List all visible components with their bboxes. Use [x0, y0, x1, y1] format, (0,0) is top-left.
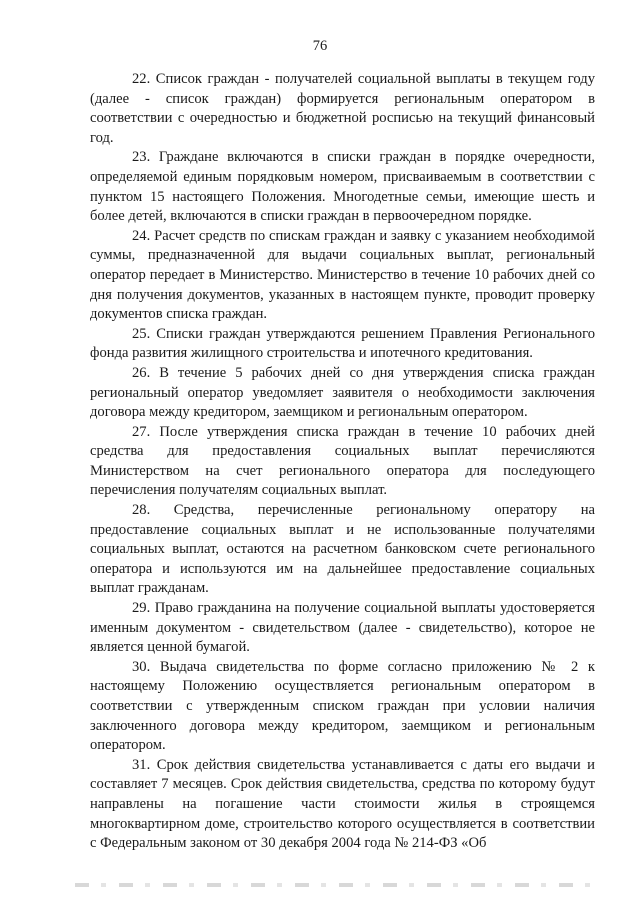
paragraph-25: 25. Списки граждан утверждаются решением Правления Регионального фонда развития жилищного строительства и ипотечного кредитования. [90, 325, 595, 362]
document-body [90, 70, 595, 854]
paragraph-26: 26. В течение 5 рабочих дней со дня утверждения списка граждан региональный оператор уведомляет заявителя о необходимости заключения договора между кредитором, заемщиком и региональным оператором. [90, 364, 595, 421]
paragraph-31: 31. Срок действия свидетельства устанавливается с даты его выдачи и составляет 7 месяцев. Срок действия свидетельства, средства по которому будут направлены на погашение части стоимости жилья в строящемся многоквартирном доме, строительство которого осуществляется в соответствии с Федеральным законом от 30 декабря 2004 года № 214-ФЗ «Об [90, 756, 595, 852]
scan-artifact-line [75, 883, 595, 887]
paragraph-30: 30. Выдача свидетельства по форме согласно приложению № 2 к настоящему Положению осуществляется региональным оператором в соответствии с утвержденным списком граждан при условии наличия заключенного договора между кредитором, заемщиком и региональным оператором. [90, 658, 595, 754]
paragraph-28: 28. Средства, перечисленные региональному оператору на предоставление социальных выплат и не использованные получателями социальных выплат, остаются на расчетном банковском счете регионального оператора и используются им на дальнейшее предоставление социальных выплат гражданам. [90, 502, 595, 597]
paragraph-27: 27. После утверждения списка граждан в течение 10 рабочих дней средства для предоставления социальных выплат перечисляются Министерством на счет регионального оператора для последующего перечисления получателям социальных выплат. [90, 423, 595, 499]
paragraph-24: 24. Расчет средств по спискам граждан и заявку с указанием необходимой суммы, предназначенной для выдачи социальных выплат, региональный оператор передает в Министерство. Министерство в течение 10 рабочих дней со дня получения документов, указанных в настоящем пункте, проводит проверку документов списка граждан. [90, 227, 595, 323]
page-number: 76 [312, 38, 328, 54]
paragraph-22: 22. Список граждан - получателей социальной выплаты в текущем году (далее - список граждан) формируется региональным оператором в соответствии с очередностью и бюджетной росписью на текущий финансовый год. [90, 71, 595, 146]
paragraph-23: 23. Граждане включаются в списки граждан в порядке очередности, определяемой единым порядковым номером, присваиваемым в соответствии с пунктом 15 настоящего Положения. Многодетные семьи, имеющие шесть и более детей, включаются в списки граждан в первоочередном порядке. [90, 149, 595, 225]
paragraph-29: 29. Право гражданина на получение социальной выплаты удостоверяется именным документом - свидетельством (далее - свидетельство), которое не является ценной бумагой. [90, 600, 595, 656]
